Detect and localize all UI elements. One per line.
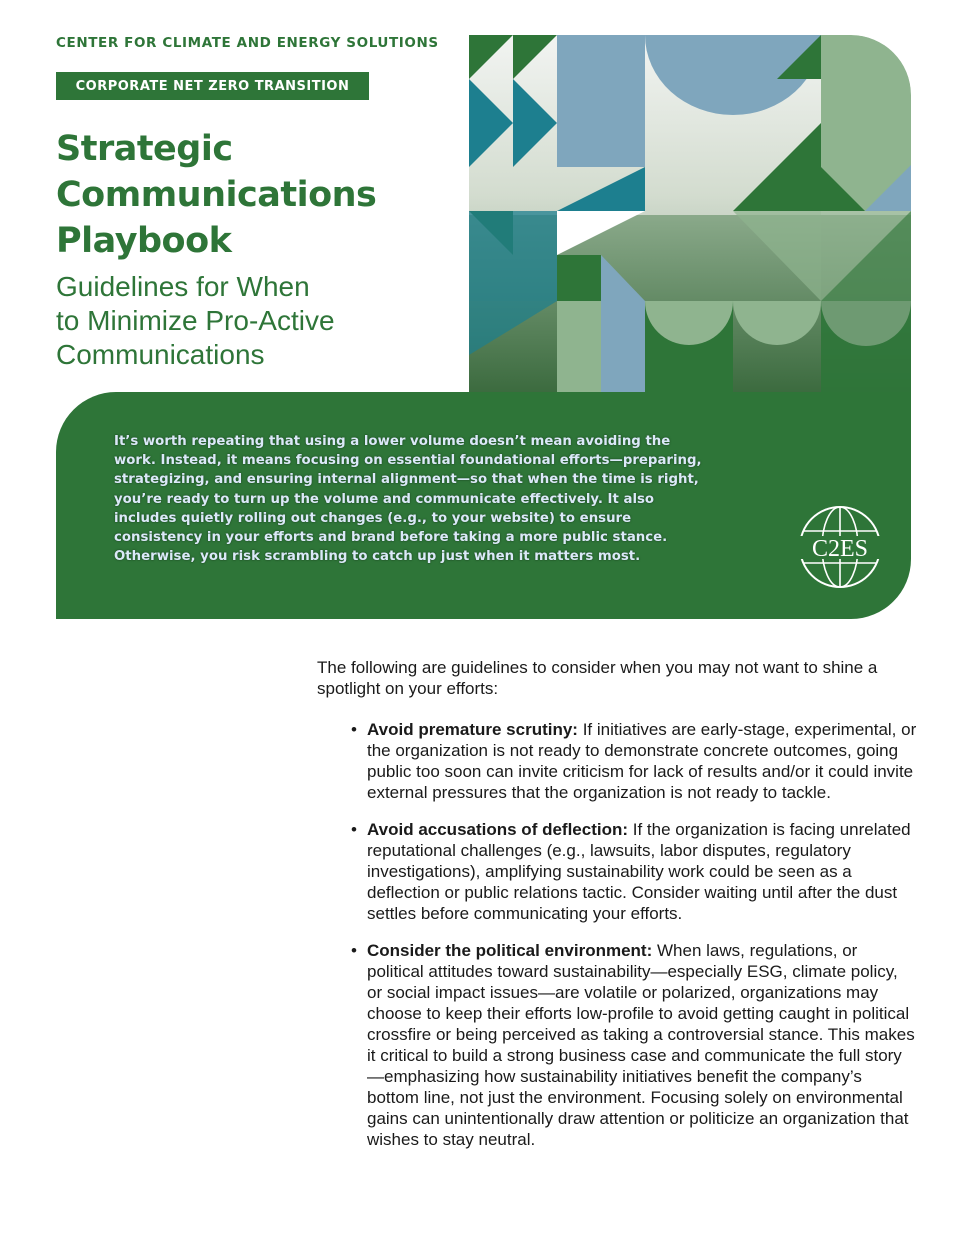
callout-box <box>56 392 911 619</box>
guideline-lead: Avoid premature scrutiny: <box>367 720 578 739</box>
list-item <box>317 819 917 924</box>
page-title <box>56 126 456 264</box>
bullet-icon: • <box>351 941 357 960</box>
guideline-lead: Avoid accusations of deflection: <box>367 820 629 839</box>
guideline-lead: Consider the political environment: <box>367 941 653 960</box>
org-name: CENTER FOR CLIMATE AND ENERGY SOLUTIONS <box>56 35 439 51</box>
list-item <box>317 719 917 803</box>
logo-wordmark: C2ES <box>811 536 869 562</box>
body-content <box>317 657 917 1166</box>
intro-paragraph: The following are guidelines to consider when you may not want to shine a spotlight on your efforts: <box>317 658 878 698</box>
guideline-text: If the organization is facing unrelated reputational challenges (e.g., lawsuits, labor disputes, regulatory investigations), amplifying sustainability work could be seen as a deflection or public relations tactic. Consider waiting until after the dust settles before communicating your efforts. <box>367 820 911 923</box>
title-line: Playbook <box>56 221 232 261</box>
list-item <box>317 940 917 1150</box>
c2es-logo-icon <box>797 504 883 590</box>
guideline-list <box>317 719 917 1150</box>
bullet-icon: • <box>351 820 357 839</box>
title-line: Communications <box>56 175 377 215</box>
guideline-text: If initiatives are early-stage, experimental, or the organization is not ready to demonstrate concrete outcomes, going public too soon can invite criticism for lack of results and/or it could invite external pressures that the organization is not ready to tackle. <box>367 720 917 802</box>
subtitle-line: to Minimize Pro-Active <box>56 305 335 336</box>
subtitle-line: Guidelines for When <box>56 271 310 302</box>
guideline-text: When laws, regulations, or political attitudes toward sustainability—especially ESG, climate policy, or social impact issues—are volatile or polarized, organizations may choose to keep their efforts low-profile to avoid getting caught in political crossfire or being perceived as taking a controversial stance. This makes it critical to build a strong business case and communicate the full story—emphasizing how sustainability initiatives benefit the company’s bottom line, not just the environment. Focusing solely on environmental gains can unintentionally draw attention or politicize an organization that wishes to stay neutral. <box>367 941 915 1149</box>
subtitle-line: Communications <box>56 339 265 370</box>
series-tag: CORPORATE NET ZERO TRANSITION <box>56 72 369 100</box>
page-subtitle <box>56 270 386 372</box>
callout-text: It’s worth repeating that using a lower volume doesn’t mean avoiding the work. Instead, it means focusing on essential foundational efforts—preparing, strategizing, and ensuring internal alignment—so that when the time is right, you’re ready to turn up the volume and communicate effectively. It also includes quietly rolling out changes (e.g., to your website) to ensure consistency in your efforts and brand before taking a more public stance. Otherwise, you risk scrambling to catch up just when it matters most. <box>114 434 702 565</box>
geometric-forest-mosaic <box>469 35 911 392</box>
bullet-icon: • <box>351 720 357 739</box>
title-line: Strategic <box>56 129 233 169</box>
